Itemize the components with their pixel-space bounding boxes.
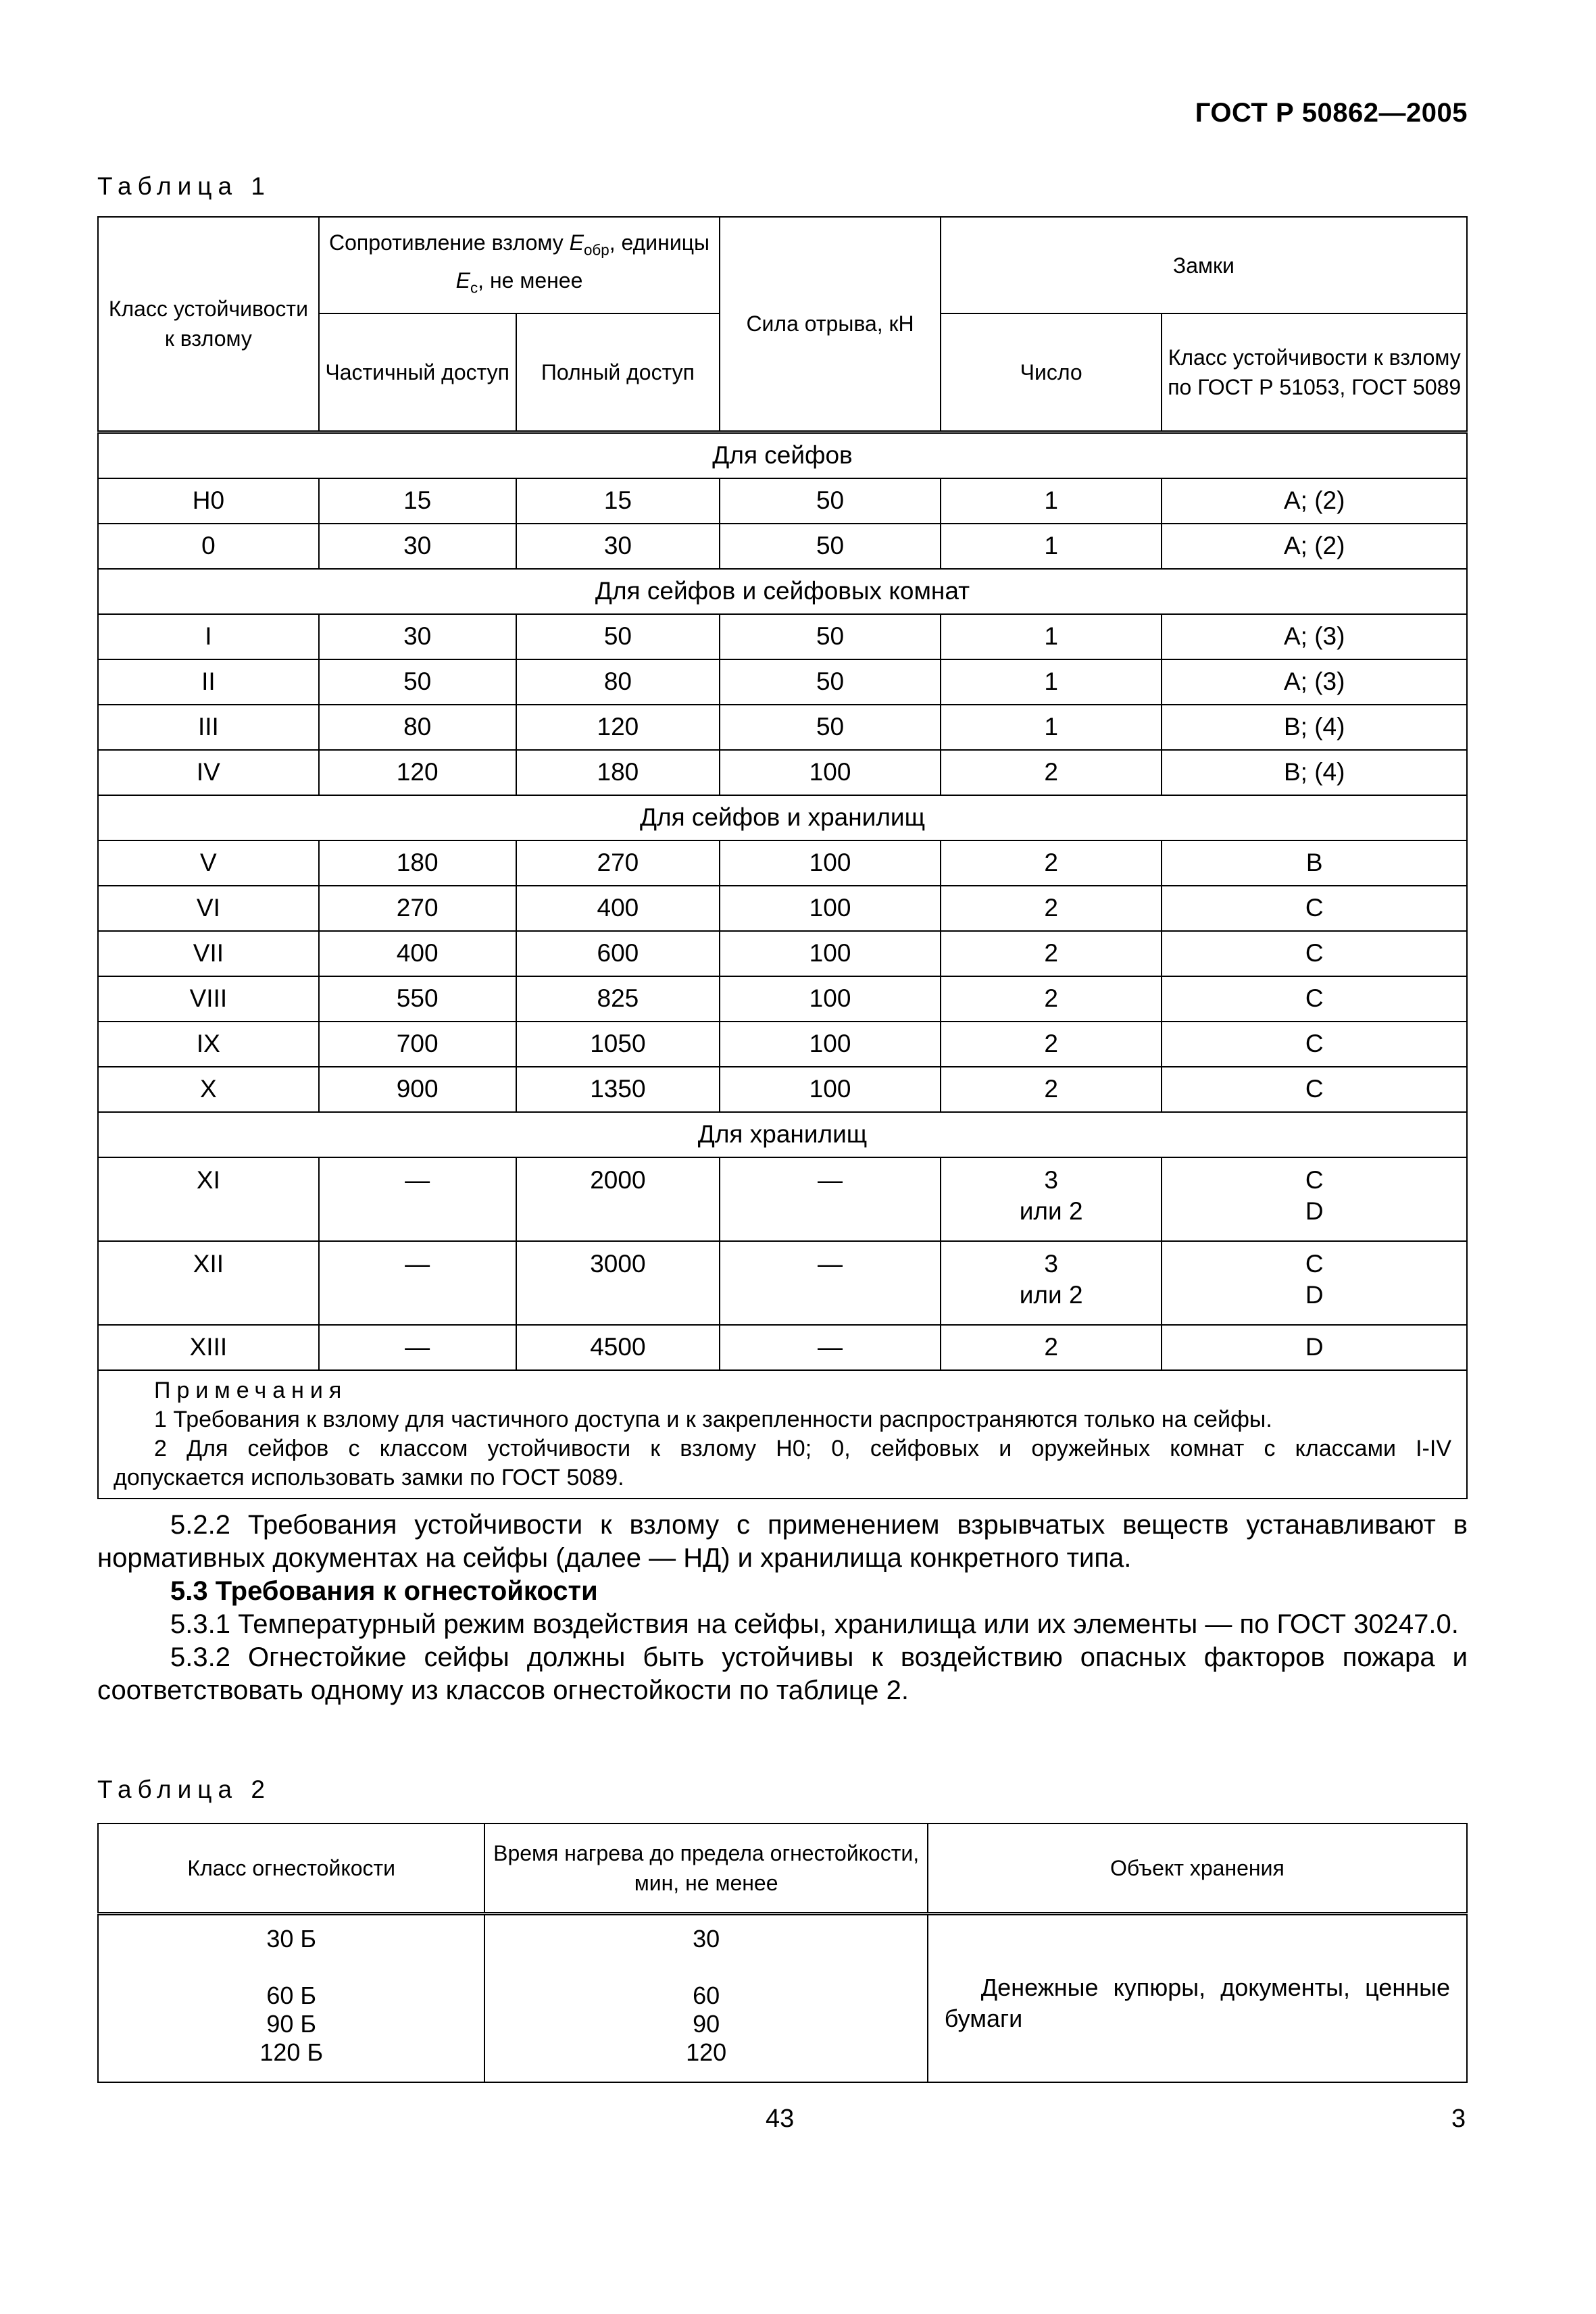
section-heading-5-3: 5.3 Требования к огнестойкости <box>170 1576 598 1606</box>
table1-notes <box>98 1370 1467 1499</box>
header-partial: Частичный доступ <box>319 313 516 432</box>
body-text <box>97 1509 1468 1707</box>
page-number-right: 3 <box>1451 2105 1466 2133</box>
header-force: Сила отрыва, кН <box>720 217 941 432</box>
paragraph-5-2-2: 5.2.2 Требования устойчивости к взлому с применением взрывчатых веществ устанавливают в нормативных документах на сейфы (далее — НД) и хранилища конкретного типа. <box>97 1510 1468 1573</box>
paragraph-5-3-2: 5.3.2 Огнестойкие сейфы должны быть устойчивы к воздействию опасных факторов пожара и соответствовать одному из классов огнестойкости по таблице 2. <box>97 1642 1468 1705</box>
document-code: ГОСТ Р 50862—2005 <box>1195 98 1468 128</box>
table-row: XII — 3000 — 3 или 2 C D <box>98 1241 1467 1325</box>
header-lock-class: Класс устойчивости к взлому по ГОСТ Р 51053, ГОСТ 5089 <box>1162 313 1467 432</box>
paragraph-5-3-1: 5.3.1 Температурный режим воздействия на сейфы, хранилища или их элементы — по ГОСТ 30247.0. <box>170 1609 1459 1639</box>
table1 <box>97 216 1468 1499</box>
table-row: 0 30 30 50 1 A; (2) <box>98 524 1467 569</box>
section-title: Для хранилищ <box>98 1112 1467 1157</box>
header-resistance: Сопротивление взлому $E_{обр}$, единицы $E_c$, не менее <box>319 217 720 313</box>
note-1: 1 Требования к взлому для частичного доступа и к закрепленности распространяются только на сейфы. <box>154 1406 1272 1432</box>
table-row: H0 15 15 50 1 A; (2) <box>98 478 1467 524</box>
table-row: VII 400 600 100 2 C <box>98 931 1467 976</box>
note-2b: допускается использовать замки по ГОСТ 5089. <box>114 1464 624 1490</box>
table1-caption: Таблица 1 <box>97 172 271 200</box>
table-row: III 80 120 50 1 B; (4) <box>98 705 1467 750</box>
table-row: VIII 550 825 100 2 C <box>98 976 1467 1022</box>
header-class: Класс устойчивости к взлому <box>98 217 319 432</box>
table-row: IV 120 180 100 2 B; (4) <box>98 750 1467 795</box>
table2-caption: Таблица 2 <box>97 1776 271 1803</box>
table-row: VI 270 400 100 2 C <box>98 886 1467 931</box>
header-storage-object: Объект хранения <box>928 1823 1467 1914</box>
header-full: Полный доступ <box>516 313 720 432</box>
section-title: Для сейфов <box>98 432 1467 478</box>
table2 <box>97 1823 1468 2083</box>
table-row: XI — 2000 — 3 или 2 C D <box>98 1157 1467 1241</box>
header-heating-time: Время нагрева до предела огнестойкости, мин, не менее <box>484 1823 927 1914</box>
note-2a: 2 Для сейфов с классом устойчивости к взлому Н0; 0, сейфовых и оружейных комнат с классами I-IV <box>154 1435 1451 1461</box>
header-fire-class: Класс огнестойкости <box>98 1823 484 1914</box>
table-row: I 30 50 50 1 A; (3) <box>98 614 1467 659</box>
table-row: V 180 270 100 2 B <box>98 840 1467 886</box>
section-title: Для сейфов и сейфовых комнат <box>98 569 1467 614</box>
header-count: Число <box>941 313 1162 432</box>
table-row: IX 700 1050 100 2 C <box>98 1022 1467 1067</box>
notes-title: Примечания <box>154 1377 348 1403</box>
header-locks: Замки <box>941 217 1467 313</box>
table-row: XIII — 4500 — 2 D <box>98 1325 1467 1370</box>
table-row: 30 Б 60 Б 90 Б 120 Б 30 60 90 120 Денежные купюры, документы, ценные бумаги <box>98 1914 1467 2083</box>
table-row: II 50 80 50 1 A; (3) <box>98 659 1467 705</box>
table-row: X 900 1350 100 2 C <box>98 1067 1467 1112</box>
page-number-center: 43 <box>766 2105 795 2133</box>
section-title: Для сейфов и хранилищ <box>98 795 1467 840</box>
